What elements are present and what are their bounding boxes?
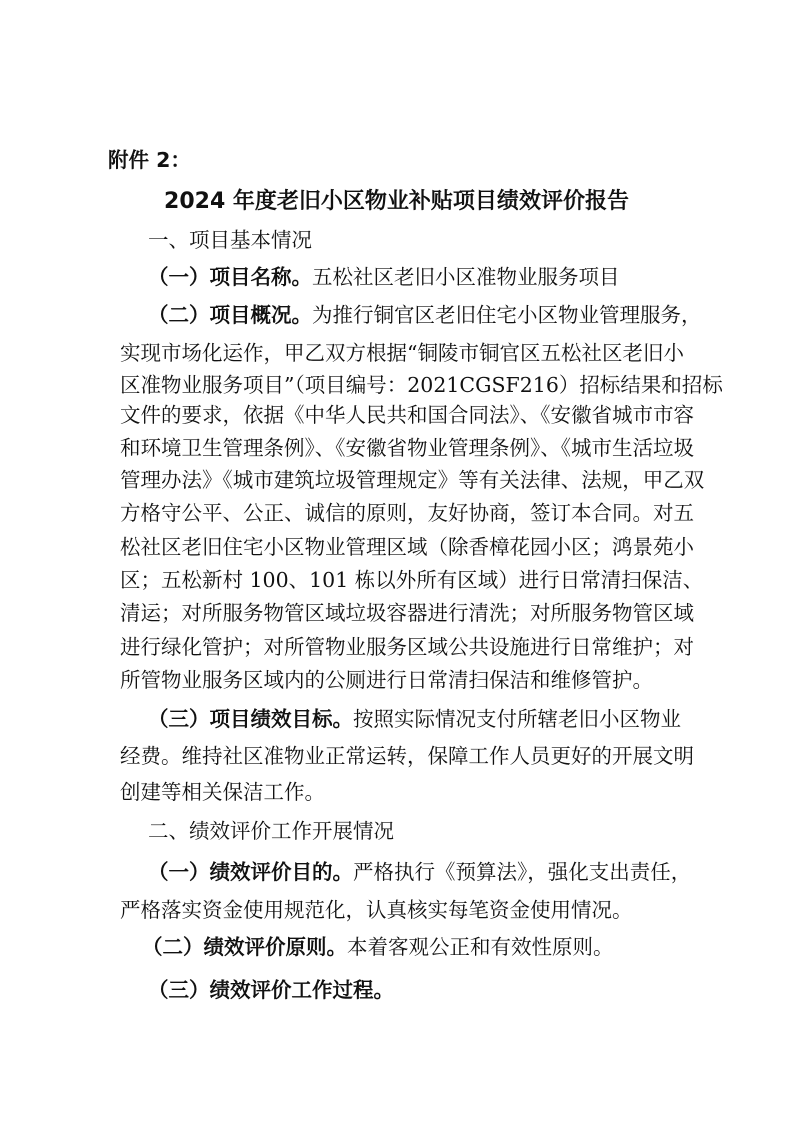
item-text: 五松社区老旧小区准物业服务项目 — [312, 265, 620, 289]
paragraph-line: 文件的要求，依据《中华人民共和国合同法》、《安徽省城市市容 — [120, 403, 694, 427]
paragraph-line: 区；五松新村 100、101 栋以外所有区域）进行日常清扫保洁、 — [120, 568, 704, 592]
item-label: （一）绩效评价目的。 — [148, 860, 353, 884]
paragraph-line: 和环境卫生管理条例》、《安徽省物业管理条例》、《城市生活垃圾 — [120, 436, 694, 460]
item-evaluation-purpose — [148, 859, 692, 885]
item-label: （二）绩效评价原则。 — [142, 935, 347, 959]
section-2-heading: 二、绩效评价工作开展情况 — [148, 819, 394, 843]
item-project-overview — [148, 302, 702, 328]
paragraph-line: 清运；对所服务物管区域垃圾容器进行清洗；对所服务物管区域 — [120, 601, 694, 625]
item-evaluation-process: （三）绩效评价工作过程。 — [148, 978, 394, 1002]
paragraph-line: 按照实际情况支付所辖老旧小区物业 — [353, 707, 681, 731]
document-title: 2024 年度老旧小区物业补贴项目绩效评价报告 — [164, 189, 629, 214]
attachment-label: 附件 2： — [108, 148, 191, 172]
item-project-name — [148, 264, 708, 290]
paragraph-line: 严格落实资金使用规范化，认真核实每笔资金使用情况。 — [120, 898, 633, 922]
item-label: （二）项目概况。 — [148, 303, 312, 327]
paragraph-line: 松社区老旧住宅小区物业管理区域（除香樟花园小区；鸿景苑小 — [120, 535, 694, 559]
paragraph-line: 创建等相关保洁工作。 — [120, 780, 325, 804]
paragraph-line: 管理办法》《城市建筑垃圾管理规定》等有关法律、法规，甲乙双 — [120, 468, 705, 492]
paragraph-line: 实现市场化运作，甲乙双方根据“铜陵市铜官区五松社区老旧小 — [120, 341, 684, 365]
paragraph-line: 进行绿化管护；对所管物业服务区域公共设施进行日常维护；对 — [120, 635, 694, 659]
paragraph-line: 所管物业服务区域内的公厕进行日常清扫保洁和维修管护。 — [120, 668, 653, 692]
paragraph-line: 方格守公平、公正、诚信的原则，友好协商，签订本合同。对五 — [120, 501, 694, 525]
item-evaluation-principle — [142, 934, 702, 960]
paragraph-line: 经费。维持社区准物业正常运转，保障工作人员更好的开展文明 — [120, 744, 694, 768]
section-1-heading: 一、项目基本情况 — [148, 228, 312, 252]
paragraph-line: 为推行铜官区老旧住宅小区物业管理服务， — [312, 303, 702, 327]
item-label: （三）项目绩效目标。 — [148, 707, 353, 731]
item-text: 本着客观公正和有效性原则。 — [347, 935, 614, 959]
item-performance-goal — [148, 706, 680, 732]
item-label: （一）项目名称。 — [148, 265, 312, 289]
paragraph-line: 严格执行《预算法》，强化支出责任， — [353, 860, 692, 884]
paragraph-line: 区准物业服务项目”（项目编号：2021CGSF216）招标结果和招标 — [120, 373, 723, 397]
